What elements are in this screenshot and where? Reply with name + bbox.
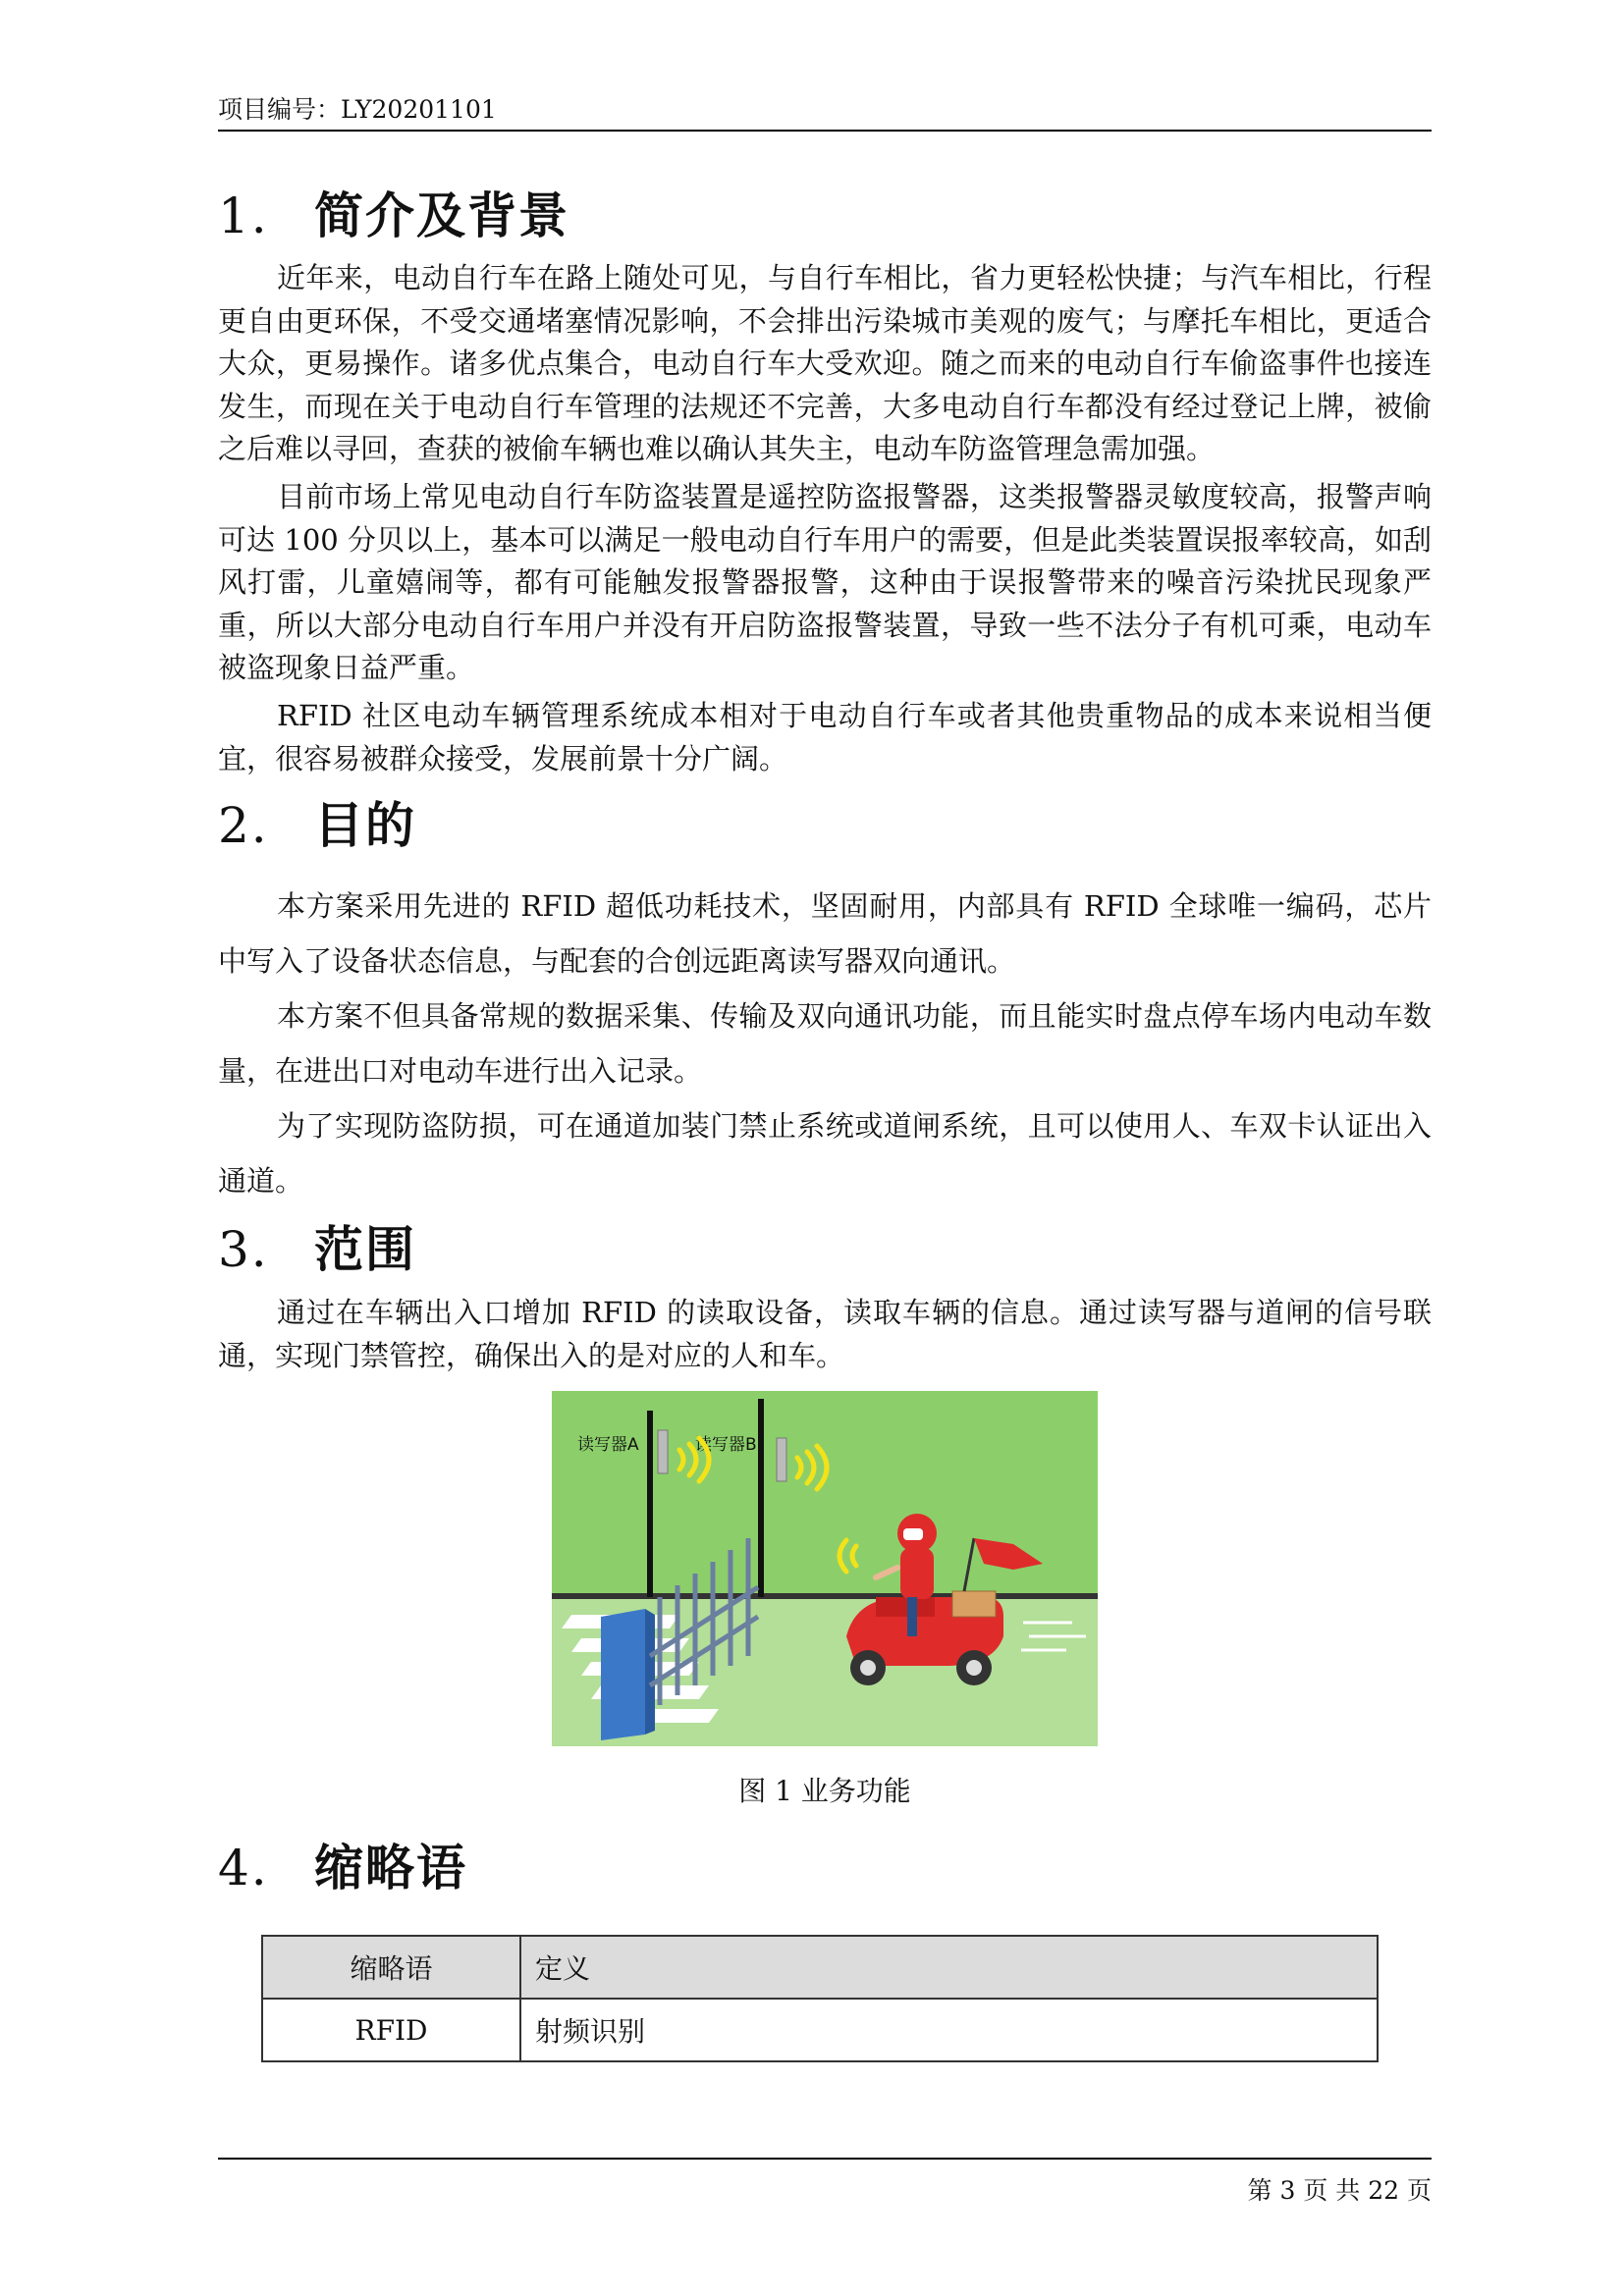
section-title: 简介及背景: [314, 187, 569, 244]
reader-a-pole: [647, 1411, 653, 1597]
paragraph: 目前市场上常见电动自行车防盗装置是遥控防盗报警器，这类报警器灵敏度较高，报警声响可达 100 分贝以上，基本可以满足一般电动自行车用户的需要，但是此类装置误报率较高，如刮风打雷，儿童嬉闹等，都有可能触发报警器报警，这种由于误报警带来的噪音污染扰民现象严重，所以大部分电动自行车用户并没有开启防盗报警装置，导致一些不法分子有机可乘，电动车被盗现象日益严重。: [218, 479, 1432, 685]
rfid-scene-illustration: [552, 1391, 1098, 1746]
section-title: 缩略语: [314, 1840, 467, 1897]
project-number: 项目编号：LY20201101: [218, 95, 497, 124]
paragraph: 本方案采用先进的 RFID 超低功耗技术，坚固耐用，内部具有 RFID 全球唯一编码，芯片中写入了设备状态信息，与配套的合创远距离读写器双向通讯。: [218, 889, 1432, 979]
table-header-cell: 定义: [520, 1936, 1378, 1999]
section-heading: [218, 1827, 1432, 1909]
reader-b-label: 读写器B: [695, 1435, 757, 1456]
section-heading: [218, 1208, 1432, 1291]
table-header-cell: 缩略语: [262, 1936, 520, 1999]
figure-caption: 图 1 业务功能: [738, 1775, 911, 1808]
reader-a-device: [658, 1430, 668, 1473]
section-heading: [218, 175, 1432, 257]
section-abbreviations: [218, 1827, 1432, 2062]
abbreviation-table: [261, 1935, 1379, 2062]
reader-b-device: [777, 1438, 786, 1481]
table-cell: RFID: [262, 1999, 520, 2061]
section-heading: [218, 784, 1432, 867]
section-purpose: [218, 784, 1432, 1208]
paragraph: 为了实现防盗防损，可在通道加装门禁止系统或道闸系统，且可以使用人、车双卡认证出入通道。: [218, 1109, 1432, 1199]
reader-b-pole: [758, 1399, 764, 1597]
section-scope: [218, 1208, 1432, 1811]
reader-a-label: 读写器A: [577, 1435, 639, 1456]
table-row: [262, 1999, 1378, 2061]
page-content: [218, 175, 1432, 2062]
section-number: 4.: [218, 1840, 269, 1897]
paragraph: 本方案不但具备常规的数据采集、传输及双向通讯功能，而且能实时盘点停车场内电动车数量，在进出口对电动车进行出入记录。: [218, 999, 1432, 1089]
page-number: 第 3 页 共 22 页: [1247, 2176, 1432, 2205]
section-title: 范围: [314, 1221, 416, 1279]
paragraph: 近年来，电动自行车在路上随处可见，与自行车相比，省力更轻松快捷；与汽车相比，行程更自由更环保，不受交通堵塞情况影响，不会排出污染城市美观的废气；与摩托车相比，更适合大众，更易操作。诸多优点集合，电动自行车大受欢迎。随之而来的电动自行车偷盗事件也接连发生，而现在关于电动自行车管理的法规还不完善，大多电动自行车都没有经过登记上牌，被偷之后难以寻回，查获的被偷车辆也难以确认其失主，电动车防盗管理急需加强。: [218, 261, 1432, 466]
business-function-figure: [552, 1391, 1098, 1746]
road-line: [552, 1593, 1098, 1599]
section-number: 2.: [218, 797, 269, 855]
paragraph: 通过在车辆出入口增加 RFID 的读取设备，读取车辆的信息。通过读写器与道闸的信号联通，实现门禁管控，确保出入的是对应的人和车。: [218, 1296, 1432, 1373]
gate-post: [601, 1609, 645, 1740]
section-title: 目的: [314, 797, 416, 855]
table-header-row: [262, 1936, 1378, 1999]
section-number: 1.: [218, 187, 269, 244]
page-header: [218, 90, 1432, 132]
section-intro: [218, 175, 1432, 780]
table-cell: 射频识别: [520, 1999, 1378, 2061]
page-footer: [218, 2158, 1432, 2205]
paragraph: RFID 社区电动车辆管理系统成本相对于电动自行车或者其他贵重物品的成本来说相当便宜，很容易被群众接受，发展前景十分广阔。: [218, 698, 1432, 775]
section-number: 3.: [218, 1221, 269, 1279]
